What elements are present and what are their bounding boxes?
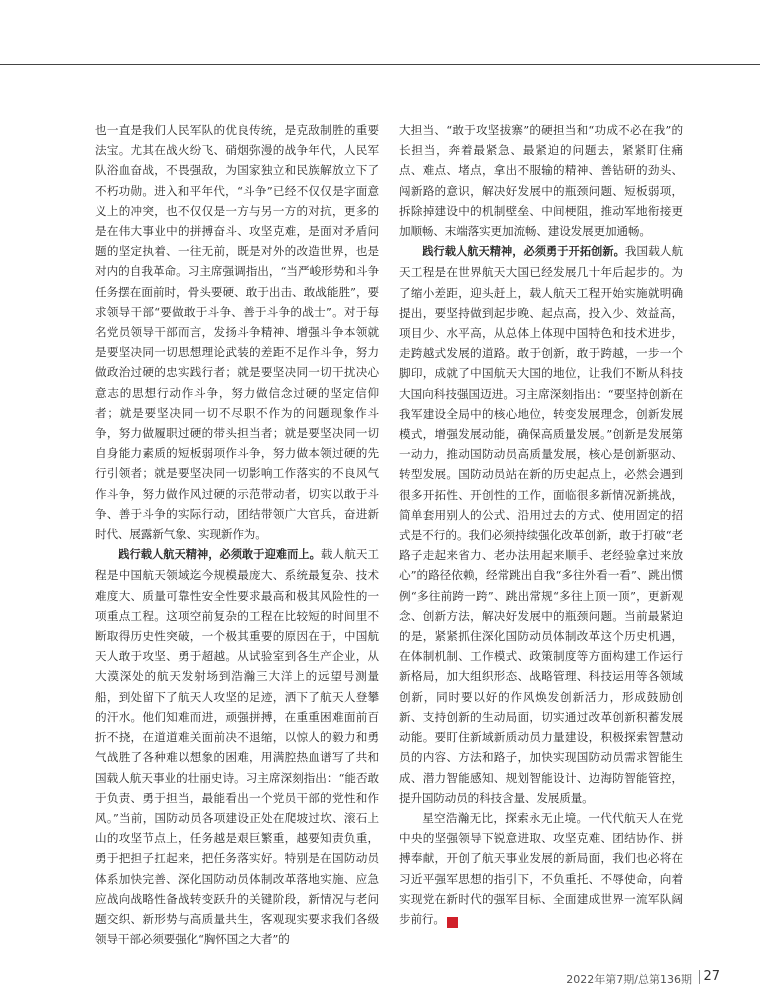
right-column — [399, 120, 683, 929]
issue-info: 2022年第7期/总第136期 — [566, 973, 692, 986]
page-footer — [0, 968, 760, 988]
paragraph — [95, 544, 379, 949]
paragraph-body: 我国载人航天工程是在世界航天大国已经发展几十年后起步的。为了缩小差距，迎头赶上，载人航天工程开始实施就明确提出，要坚持做到起步晚、起点高，投入少、效益高，项目少、水平高，从总体上体现中国特色和技术进步，走跨越式发展的道路。敢于创新，敢于跨越，一步一个脚印，成就了中国航天大国的地位，让我们不断从科技大国向科技强国迈进。习主席深刻指出：“要坚持创新在我军建设全局中的核心地位，转变发展理念，创新发展模式，增强发展动能，确保高质量发展。”创新是发展第一动力，推动国防动员高质量发展，核心是创新驱动、转型发展。国防动员站在新的历史起点上，必然会遇到很多开拓性、开创性的工作，面临很多新情况新挑战，简单套用别人的公式、沿用过去的方式、使用固定的招式是不行的。我们必须持续强化改革创新，敢于打破“老路子走起来省力、老办法用起来顺手、老经验拿过来放心”的路径依赖，经常跳出自我“多往外看一看”、跳出惯例“多往前跨一跨”、跳出常规“多往上顶一顶”，更新观念、创新方法，解决好发展中的瓶颈问题。当前最紧迫的是，紧紧抓住深化国防动员体制改革这个历史机遇，在体制机制、工作模式、政策制度等方面构建工作运行新格局，加大组织形态、战略管理、科技运用等各领域创新，同时要以好的作风焕发创新活力，形成鼓励创新、支持创新的生动局面，切实通过改革创新积蓄发展动能。要盯住新域新质动员力量建设，积极探索智慧动员的内容、方法和路子，加快实现国防动员需求智能生成、潜力智能感知、规划智能设计、边海防智能管控，提升国防动员的科技含量、发展质量。 — [399, 244, 683, 805]
header-rule — [0, 64, 760, 65]
end-mark-icon: G — [447, 917, 458, 928]
paragraph-body: 星空浩瀚无比，探索永无止境。一代代航天人在党中央的坚强领导下锐意进取、攻坚克难、团结协作、拼搏奉献，开创了航天事业发展的新局面，我们也必将在习近平强军思想的指引下，不负重托、不辱使命，向着实现党在新时代的强军目标、全面建成世界一流军队阔步前行。 — [399, 810, 683, 926]
left-column — [95, 120, 379, 949]
footer-divider — [699, 970, 700, 984]
page-number: 27 — [703, 969, 720, 984]
section-heading: 践行载人航天精神，必须勇于开拓创新。 — [422, 245, 625, 259]
section-heading: 践行载人航天精神，必须敢于迎难而上。 — [118, 548, 321, 562]
paragraph — [399, 808, 683, 929]
paragraph-body: 载人航天工程是中国航天领域迄今规模最庞大、系统最复杂、技术难度大、质量可靠性安全性要求最高和极其风险性的一项重点工程。这项空前复杂的工程在比较短的时间里不断取得历史性突破，一个极其重要的原因在于，中国航天人敢于攻坚、勇于超越。从试验室到各生产企业，从大漠深处的航天发射场到浩瀚三大洋上的远望号测量船，到处留下了航天人攻坚的足迹，洒下了航天人登攀的汗水。他们知难而进，顽强拼搏，在重重困难面前百折不挠，在道道难关面前决不退缩，以惊人的毅力和勇气战胜了各种难以想象的困难，用满腔热血谱写了共和国载人航天事业的壮丽史诗。习主席深刻指出：“能否敢于负责、勇于担当，最能看出一个党员干部的党性和作风。”当前，国防动员各项建设正处在爬坡过坎、滚石上山的攻坚节点上，任务越是艰巨繁重，越要知责负重，勇于把担子扛起来，把任务落实好。特别是在国防动员体系加快完善、深化国防动员体制改革落地实施、应急应战向战略性备战转变跃升的关键阶段，新情况与老问题交织、新形势与高质量共生，客观现实要求我们各级领导干部必须要强化“胸怀国之大者”的 — [95, 547, 379, 947]
paragraph: 大担当、“敢于攻坚拔寨”的硬担当和“功成不必在我”的长担当，奔着最紧急、最紧迫的问题去，紧紧盯住痛点、难点、堵点，拿出不服输的精神、善钻研的劲头、闯新路的意识，解决好发展中的瓶颈问题、短板弱项，拆除掉建设中的机制壁垒、中间梗阻，推动军地衔接更加顺畅、末端落实更加流畅、建设发展更加通畅。 — [399, 123, 683, 239]
paragraph — [399, 241, 683, 808]
paragraph: 也一直是我们人民军队的优良传统，是克敌制胜的重要法宝。尤其在战火纷飞、硝烟弥漫的战争年代，人民军队浴血奋战，不畏强敌，为国家独立和民族解放立下了不朽功勋。进入和平年代，“斗争”已经不仅仅是字面意义上的冲突，也不仅仅是一方与另一方的对抗，更多的是在伟大事业中的拼搏奋斗、攻坚克难，是面对矛盾问题的坚定执着、一往无前，既是对外的改造世界，也是对内的自我革命。习主席强调指出，“当严峻形势和斗争任务摆在面前时，骨头要硬、敢于出击、敢战能胜”，要求领导干部“要做敢于斗争、善于斗争的战士”。对于每名党员领导干部而言，发扬斗争精神、增强斗争本领就是要坚决同一切思想理论武装的差距不足作斗争，努力做政治过硬的忠实践行者；就是要坚决同一切干扰决心意志的思想行动作斗争，努力做信念过硬的坚定信仰者；就是要坚决同一切不尽职不作为的问题现象作斗争，努力做履职过硬的带头担当者；就是要坚决同一切自身能力素质的短板弱项作斗争，努力做本领过硬的先行引领者；就是要坚决同一切影响工作落实的不良风气作斗争，努力做作风过硬的示范带动者，切实以敢于斗争、善于斗争的实际行动，团结带领广大官兵，奋进新时代、展露新气象、实现新作为。 — [95, 123, 379, 542]
